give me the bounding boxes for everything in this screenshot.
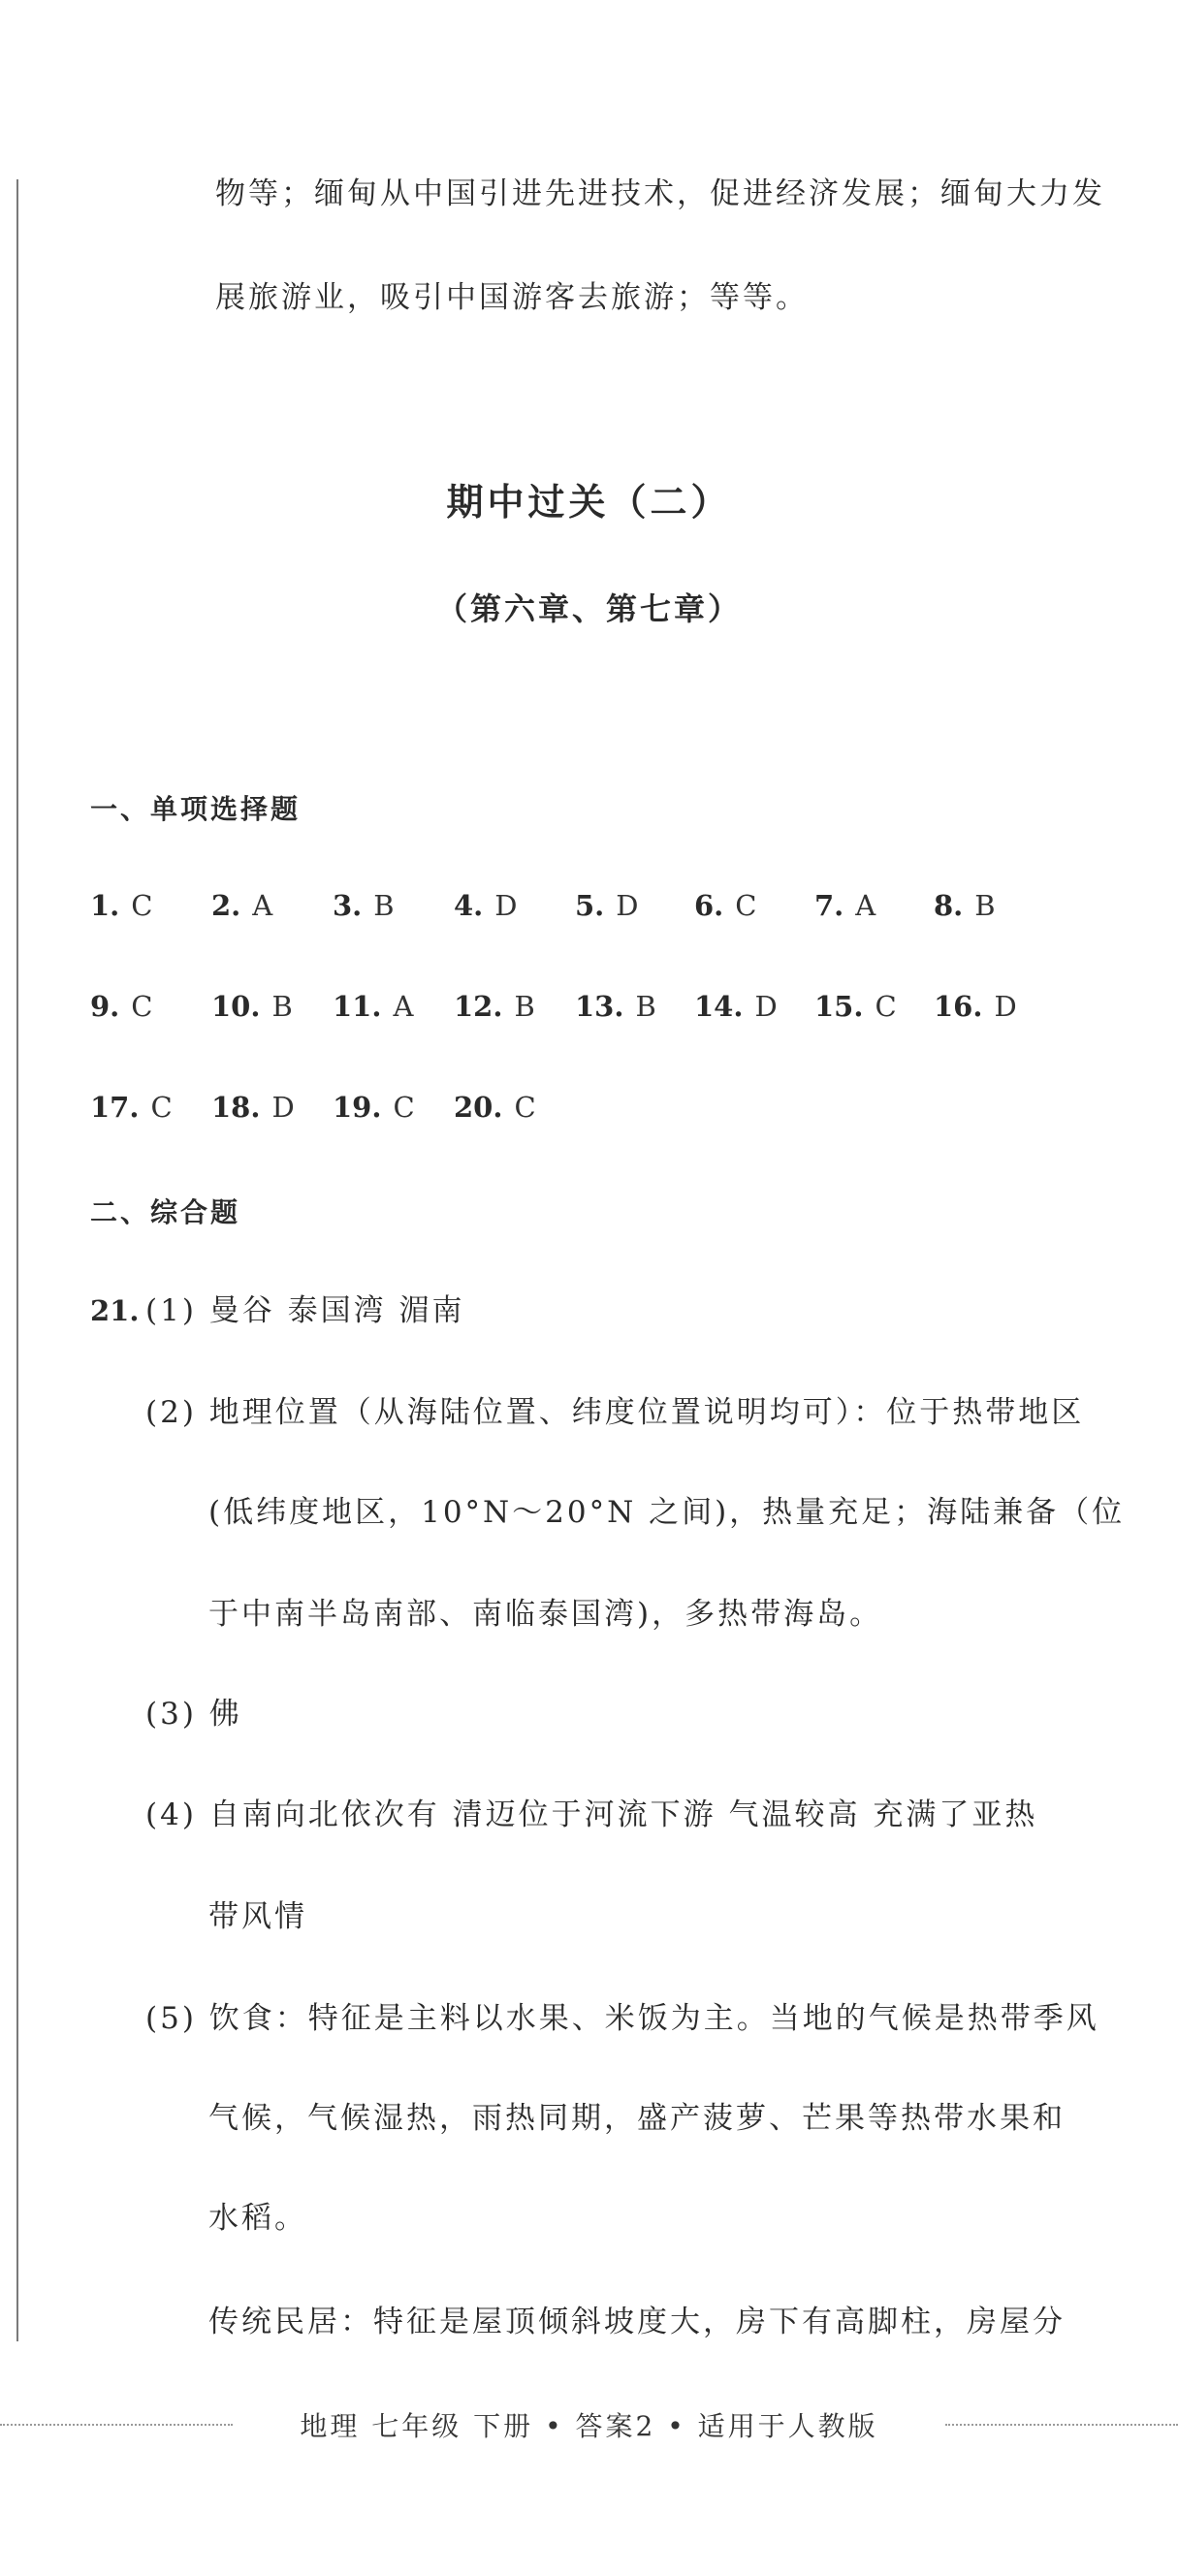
answer-number: 18. [211, 1091, 261, 1124]
answer-item [454, 889, 518, 922]
q21-part-2-line-2: (低纬度地区，10°N～20°N 之间)，热量充足；海陆兼备（位 [208, 1495, 1126, 1530]
q21-part-2-line-3: 于中南半岛南部、南临泰国湾)，多热带海岛。 [208, 1597, 883, 1632]
answer-number: 3. [333, 889, 363, 922]
answer-item [694, 990, 778, 1023]
answer-number: 13. [575, 990, 624, 1023]
answer-letter: D [994, 990, 1017, 1023]
continuation-line-2: 展旅游业，吸引中国游客去旅游；等等。 [215, 280, 809, 315]
answer-item [333, 889, 395, 922]
answer-letter: D [754, 990, 778, 1023]
answer-item [90, 889, 152, 922]
answer-item [333, 990, 413, 1023]
q21-part-1: (1) 曼谷 泰国湾 湄南 [145, 1293, 465, 1328]
question-number-21: 21. [90, 1294, 140, 1327]
answer-letter: B [974, 889, 996, 922]
answer-letter: B [271, 990, 293, 1023]
answer-number: 8. [934, 889, 964, 922]
answer-number: 11. [333, 990, 382, 1023]
answer-number: 9. [90, 990, 120, 1023]
answer-number: 20. [454, 1091, 503, 1124]
answer-letter: C [393, 1091, 415, 1124]
q21-part-5-line-2: 气候，气候湿热，雨热同期，盛产菠萝、芒果等热带水果和 [208, 2101, 1066, 2136]
answer-number: 15. [814, 990, 864, 1023]
q21-part-4-line-1: (4) 自南向北依次有 清迈位于河流下游 气温较高 充满了亚热 [145, 1797, 1038, 1832]
answer-letter: A [855, 889, 876, 922]
answer-item [814, 990, 897, 1023]
answer-letter: B [373, 889, 395, 922]
answer-letter: B [635, 990, 656, 1023]
answer-letter: D [271, 1091, 295, 1124]
answer-item [934, 889, 996, 922]
answer-number: 6. [694, 889, 724, 922]
answer-number: 5. [575, 889, 605, 922]
answer-number: 10. [211, 990, 261, 1023]
answer-letter: D [616, 889, 639, 922]
answer-letter: C [514, 1091, 536, 1124]
answer-item [211, 889, 272, 922]
answer-letter: D [494, 889, 518, 922]
answer-number: 19. [333, 1091, 382, 1124]
section-heading-choice: 一、单项选择题 [90, 793, 302, 825]
page-footer: 地理 七年级 下册 • 答案2 • 适用于人教版 [300, 2410, 878, 2442]
q21-part-5-line-1: (5) 饮食：特征是主料以水果、米饭为主。当地的气候是热带季风 [145, 2001, 1099, 2036]
answer-letter: C [735, 889, 757, 922]
q21-part-2-line-1: (2) 地理位置（从海陆位置、纬度位置说明均可）：位于热带地区 [145, 1395, 1085, 1430]
answer-number: 4. [454, 889, 484, 922]
answer-item [575, 889, 639, 922]
answer-letter: C [150, 1091, 173, 1124]
answer-letter: A [393, 990, 414, 1023]
answer-number: 12. [454, 990, 503, 1023]
answer-item [694, 889, 756, 922]
answer-number: 14. [694, 990, 744, 1023]
answer-item [90, 1091, 173, 1124]
answer-number: 1. [90, 889, 120, 922]
page-subtitle: （第六章、第七章） [435, 590, 742, 627]
answer-item [211, 1091, 295, 1124]
answer-item [454, 990, 535, 1023]
section-heading-comprehensive: 二、综合题 [90, 1196, 241, 1228]
continuation-line-1: 物等；缅甸从中国引进先进技术，促进经济发展；缅甸大力发 [215, 176, 1105, 211]
answer-letter: C [131, 990, 153, 1023]
answer-number: 2. [211, 889, 241, 922]
q21-part-4-line-2: 带风情 [208, 1899, 307, 1934]
answer-item [575, 990, 656, 1023]
answer-letter: B [514, 990, 535, 1023]
answer-letter: C [131, 889, 153, 922]
answer-item [211, 990, 293, 1023]
answer-number: 7. [814, 889, 844, 922]
answer-item [934, 990, 1017, 1023]
answer-item [454, 1091, 536, 1124]
answer-item [90, 990, 152, 1023]
answer-letter: C [875, 990, 897, 1023]
q21-part-5-line-3: 水稻。 [208, 2201, 307, 2236]
q21-part-5-line-4: 传统民居：特征是屋顶倾斜坡度大，房下有高脚柱，房屋分 [208, 2305, 1066, 2339]
answer-item [333, 1091, 415, 1124]
page-title: 期中过关（二） [446, 481, 732, 524]
answer-number: 17. [90, 1091, 140, 1124]
answer-number: 16. [934, 990, 983, 1023]
answer-item [814, 889, 876, 922]
q21-part-3: (3) 佛 [145, 1697, 242, 1732]
answer-letter: A [252, 889, 273, 922]
